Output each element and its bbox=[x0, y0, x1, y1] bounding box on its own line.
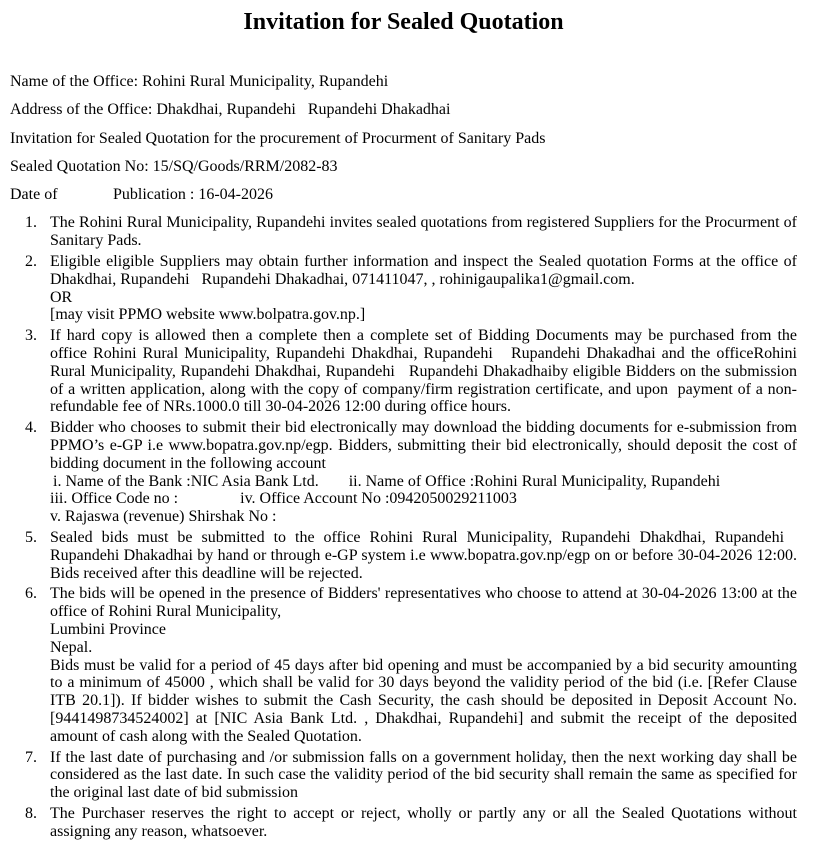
date-value: Publication : 16-04-2026 bbox=[113, 186, 273, 204]
item-text: Sealed bids must be submitted to the office Rohini Rural Municipality, Rupandehi Dhakdhai, Rupandehi Rupandehi Dhakadhai by hand or through e-GP system i.e www.bopatra.gov.np/egp on or before 30-04-2026 12:00. Bids received after this deadline will be rejected. bbox=[50, 529, 801, 582]
bank-detail-line bbox=[50, 490, 797, 508]
list-item-5 bbox=[25, 529, 801, 582]
document-page bbox=[0, 7, 813, 841]
item-number: 5. bbox=[25, 529, 37, 547]
date-label: Date of bbox=[10, 186, 58, 204]
item-number: 3. bbox=[25, 327, 37, 345]
office-name-line: Name of the Office: Rohini Rural Municipality, Rupandehi bbox=[10, 73, 389, 90]
quotation-conditions-list bbox=[10, 214, 801, 840]
list-item-4 bbox=[25, 419, 801, 526]
office-address-line: Address of the Office: Dhakdhai, Rupandehi Rupandehi Dhakadhai bbox=[10, 101, 451, 119]
publication-date-line bbox=[10, 186, 797, 204]
item-number: 2. bbox=[25, 253, 37, 271]
item-number: 8. bbox=[25, 804, 37, 822]
bid-validity-text: Bids must be valid for a period of 45 days after bid opening and must be accompanied by a bid security amounting to a minimum of 45000 , which shall be valid for 30 days beyond the validity period of the bid (i.e. [Refer Clause ITB 20.1]). If bidder wishes to submit the Cash Security, the cash should be deposited in Deposit Account No.[9441498734524002] at [NIC Asia Bank Ltd. , Dhakdhai, Rupandehi] and submit the receipt of the deposited amount of cash along with the Sealed Quotation. bbox=[50, 656, 801, 745]
country-line: Nepal. bbox=[50, 638, 93, 656]
subject-line: Invitation for Sealed Quotation for the procurement of Procurment of Sanitary Pads bbox=[10, 129, 546, 147]
document-header bbox=[10, 73, 797, 204]
list-item-3 bbox=[25, 327, 801, 416]
ppmo-website-note: [may visit PPMO website www.bolpatra.gov.np.] bbox=[50, 306, 366, 324]
item-text: If hard copy is allowed then a complete then a complete set of Bidding Documents may be purchased from the office Rohini Rural Municipality, Rupandehi Dhakdhai, Rupandehi Rupandehi Dhakadhai and the officeRohini Rural Municipality, Rupandehi Dhakdhai, Rupandehi Rupandehi Dhakadhaiby eligible Bidders on the submission of a written application, along with the copy of company/firm registration certificate, and upon payment of a non-refundable fee of NRs.1000.0 till 30-04-2026 12:00 during office hours. bbox=[50, 327, 801, 416]
list-item-6 bbox=[25, 585, 801, 745]
item-text: Eligible eligible Suppliers may obtain further information and inspect the Sealed quotation Forms at the office of Dhakdhai, Rupandehi Rupandehi Dhakadhai, 071411047, , rohinigaupalika1@gmail.com. bbox=[50, 253, 801, 288]
quotation-number-line: Sealed Quotation No: 15/SQ/Goods/RRM/2082-83 bbox=[10, 157, 338, 175]
item-text: The bids will be opened in the presence of Bidders' representatives who choose to attend at 30-04-2026 13:00 at the office of Rohini Rural Municipality, bbox=[50, 585, 801, 621]
or-label: OR bbox=[50, 288, 73, 306]
bank-detail-line bbox=[50, 473, 797, 491]
item-text: The Purchaser reserves the right to accept or reject, wholly or partly any or all the Sealed Quotations without assigning any reason, whatsoever. bbox=[50, 804, 801, 840]
item-text: The Rohini Rural Municipality, Rupandehi invites sealed quotations from registered Suppliers for the Procurment of Sanitary Pads. bbox=[50, 214, 801, 250]
province-line: Lumbini Province bbox=[50, 621, 166, 639]
revenue-title-line: v. Rajaswa (revenue) Shirshak No : bbox=[50, 508, 277, 526]
office-account-no: iv. Office Account No :0942050029211003 bbox=[240, 490, 517, 508]
list-item-1 bbox=[25, 214, 801, 250]
page-title: Invitation for Sealed Quotation bbox=[243, 9, 564, 35]
item-number: 4. bbox=[25, 419, 37, 437]
office-code: iii. Office Code no : bbox=[50, 490, 179, 508]
item-number: 7. bbox=[25, 748, 37, 766]
item-number: 1. bbox=[25, 214, 37, 232]
office-name-detail: ii. Name of Office :Rohini Rural Municipality, Rupandehi bbox=[348, 472, 721, 490]
list-item-2 bbox=[25, 253, 801, 324]
item-text: Bidder who chooses to submit their bid electronically may download the bidding documents for e-submission from PPMO’s e-GP i.e www.bopatra.gov.np/egp. Bidders, submitting their bid electronically, should deposit the cost of bidding document in the following account bbox=[50, 419, 801, 472]
item-text: If the last date of purchasing and /or submission falls on a government holiday, then the next working day shall be considered as the last date. In such case the validity period of the bid security shall remain the same as specified for the original last date of bid submission bbox=[50, 748, 801, 802]
bank-name: i. Name of the Bank :NIC Asia Bank Ltd. bbox=[53, 472, 319, 490]
list-item-8 bbox=[25, 804, 801, 841]
item-number: 6. bbox=[25, 585, 37, 603]
list-item-7 bbox=[25, 748, 801, 802]
